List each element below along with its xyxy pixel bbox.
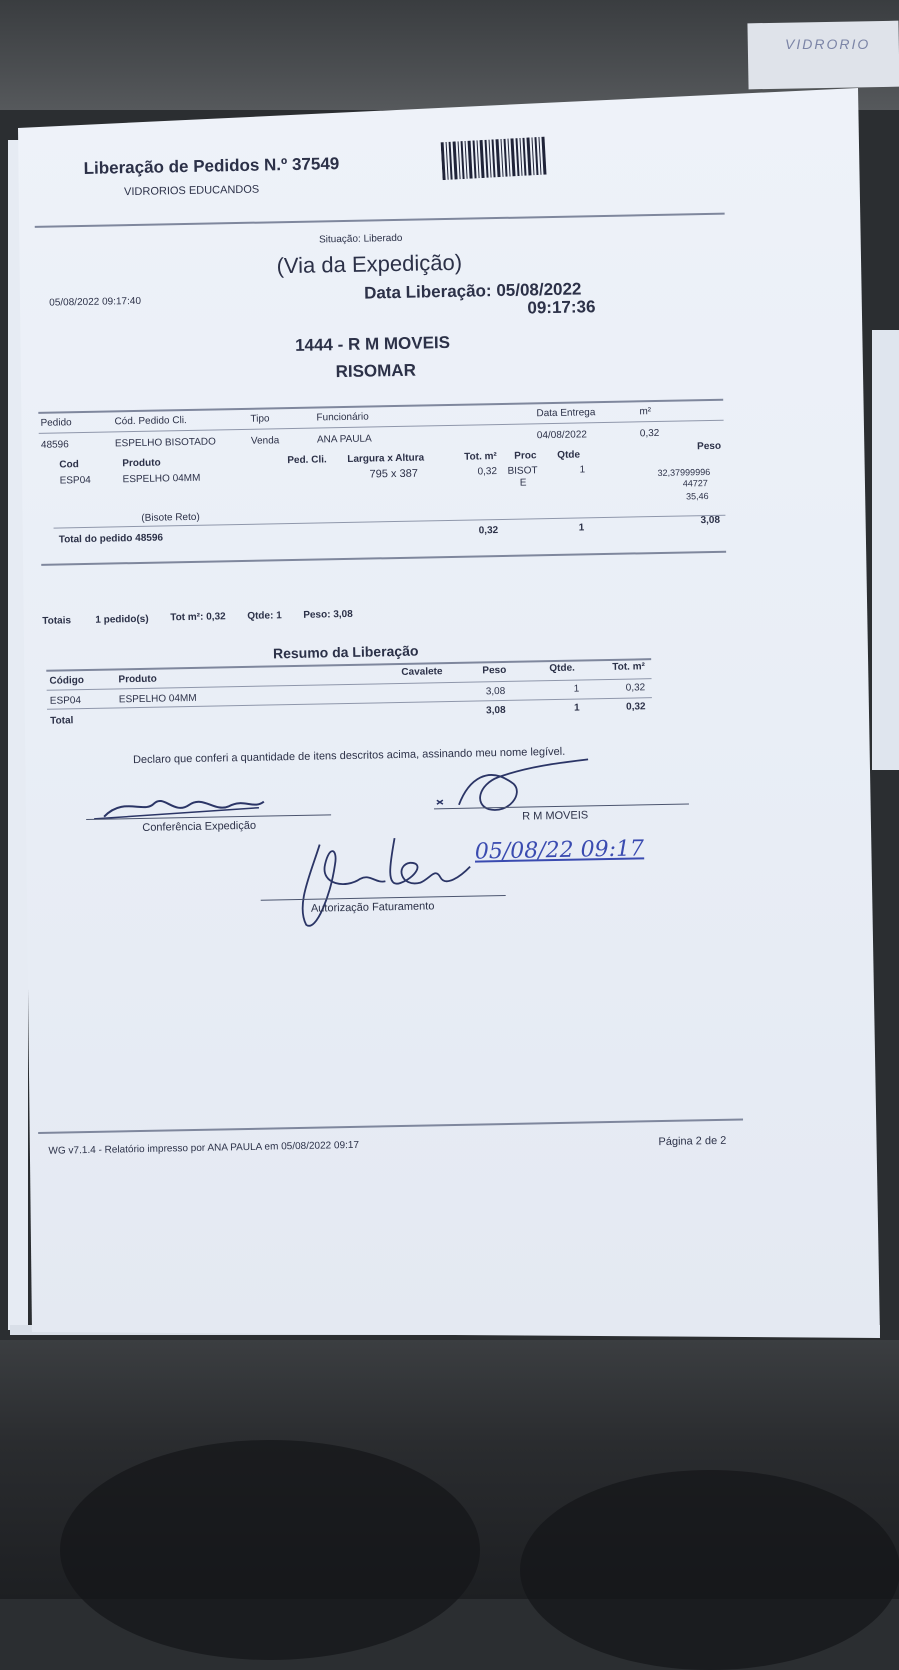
item-col-produto: Produto: [122, 457, 161, 470]
order-type: Venda: [250, 435, 280, 447]
col-pedido: Pedido: [40, 417, 72, 429]
col-funcionario: Funcionário: [316, 411, 369, 424]
client-signature-label: R M MOVEIS: [522, 809, 589, 823]
order-total-m2: 0,32: [478, 525, 499, 537]
item-proc: BISOT: [507, 465, 538, 477]
summary-total-m2: 0,32: [625, 701, 646, 713]
summary-col-tot-m2: Tot. m²: [612, 661, 646, 673]
employee: ANA PAULA: [316, 433, 372, 446]
item-col-peso: Peso: [696, 440, 722, 453]
summary-title: Resumo da Liberação: [272, 642, 419, 662]
summary-produto: ESPELHO 04MM: [118, 692, 197, 706]
item-col-qtde: Qtde: [557, 449, 581, 461]
summary-total-peso: 3,08: [486, 704, 506, 717]
item-col-proc: Proc: [514, 450, 537, 462]
client-order-code: ESPELHO BISOTADO: [114, 436, 216, 450]
order-total-label: Total do pedido 48596: [58, 532, 164, 546]
conference-label: Conferência Expedição: [142, 819, 257, 834]
totals-m2: Tot m²: 0,32: [170, 611, 226, 624]
totals-label: Totais: [42, 615, 72, 627]
client-subname: RISOMAR: [335, 360, 417, 382]
summary-total-qtde: 1: [573, 702, 580, 714]
col-tipo: Tipo: [250, 413, 270, 425]
item-col-cod: Cod: [59, 459, 79, 471]
handwritten-date: 05/08/22 09:17: [474, 836, 645, 865]
summary-col-produto: Produto: [118, 673, 157, 686]
summary-col-qtde: Qtde.: [549, 662, 575, 675]
declaration-text: Declaro que conferi a quantidade de itens descritos acima, assinando meu nome legível.: [132, 745, 566, 767]
summary-qtde: 1: [573, 683, 580, 695]
summary-codigo: ESP04: [49, 695, 82, 707]
print-datetime: 05/08/2022 09:17:40: [49, 295, 142, 309]
summary-col-codigo: Código: [49, 675, 85, 687]
status-label: Situação: Liberado: [318, 232, 403, 246]
item-produto: ESPELHO 04MM: [122, 472, 201, 486]
item-col-tot-m2: Tot. m²: [464, 451, 497, 463]
table-top-border: [38, 399, 723, 414]
barcode: [441, 136, 565, 181]
signature-authorization: [289, 831, 481, 935]
divider: [41, 551, 726, 566]
footer-page-number: Página 2 de 2: [658, 1134, 727, 1149]
authorization-label: Autorização Faturamento: [310, 900, 435, 915]
summary-col-cavalete: Cavalete: [401, 666, 443, 678]
order-number: 48596: [40, 439, 69, 451]
item-proc-cont: E: [519, 477, 527, 489]
col-cod-pedido-cli: Cód. Pedido Cli.: [114, 415, 187, 428]
item-qtde: 1: [579, 464, 586, 476]
order-total-peso: 3,08: [700, 514, 721, 527]
client-name: 1444 - R M MOVEIS: [294, 332, 451, 355]
divider: [35, 213, 725, 228]
copy-type: (Via da Expedição): [276, 249, 463, 279]
summary-peso: 3,08: [485, 685, 506, 698]
item-peso: 32,37999996: [657, 466, 711, 478]
item-note: (Bisote Reto): [141, 511, 200, 524]
item-tot-m2: 0,32: [477, 466, 498, 478]
background-document-text: VIDRORIO: [785, 36, 871, 52]
item-peso-unit: 35,46: [685, 491, 709, 502]
summary-total-label: Total: [50, 715, 74, 727]
item-col-ped-cli: Ped. Cli.: [287, 454, 327, 467]
totals-orders: 1 pedido(s): [95, 613, 149, 626]
item-cod: ESP04: [59, 474, 91, 487]
release-date: Data Liberação: 05/08/2022: [363, 279, 582, 303]
item-col-dims: Largura x Altura: [347, 452, 425, 465]
footer-report-info: WG v7.1.4 - Relatório impresso por ANA PAULA em 05/08/2022 09:17: [48, 1139, 360, 1157]
totals-weight: Peso: 3,08: [303, 608, 353, 621]
item-dims: 795 x 387: [369, 467, 419, 481]
summary-col-peso: Peso: [482, 664, 507, 677]
col-data-entrega: Data Entrega: [536, 407, 596, 420]
summary-tot-m2: 0,32: [625, 682, 646, 694]
item-peso-cont: 44727: [682, 478, 708, 489]
footer-divider: [38, 1118, 743, 1134]
totals-qtde: Qtde: 1: [247, 610, 282, 622]
company-name: VIDRORIOS EDUCANDOS: [123, 183, 260, 199]
col-m2: m²: [639, 406, 652, 418]
order-total-qtde: 1: [578, 522, 585, 534]
document-title: Liberação de Pedidos N.º 37549: [83, 154, 340, 178]
release-time: 09:17:36: [527, 297, 596, 318]
delivery-date: 04/08/2022: [536, 429, 588, 442]
order-m2: 0,32: [639, 427, 660, 440]
